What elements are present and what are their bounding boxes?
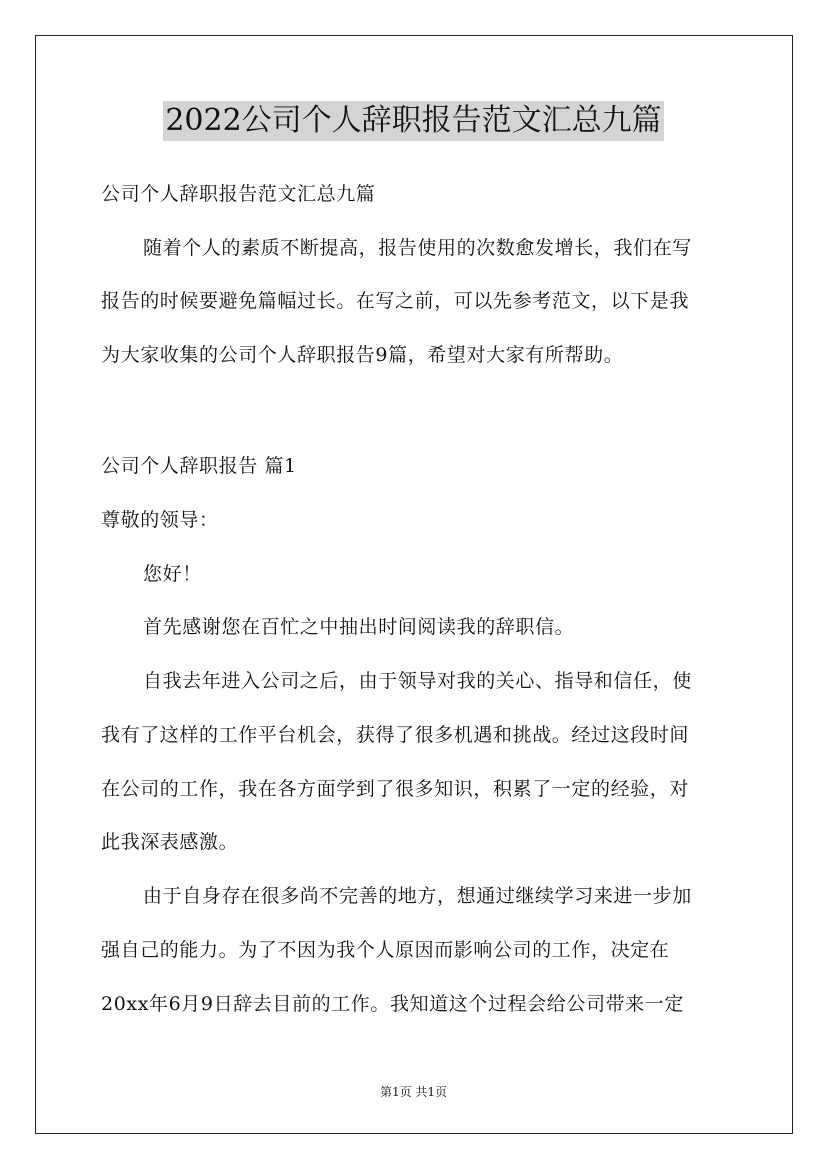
paragraph-line: 首先感谢您在百忙之中抽出时间阅读我的辞职信。 <box>143 616 575 638</box>
paragraph-line: 随着个人的素质不断提高，报告使用的次数愈发增长，我们在写 <box>143 237 692 259</box>
paragraph-line: 我有了这样的工作平台机会，获得了很多机遇和挑战。经过这段时间 <box>101 724 690 746</box>
paragraph-line: 强自己的能力。为了不因为我个人原因而影响公司的工作，决定在 <box>101 939 670 961</box>
document-title: 2022公司个人辞职报告范文汇总九篇 <box>163 101 663 141</box>
page-footer: 第1页 共1页 <box>379 1085 448 1099</box>
paragraph-line: 在公司的工作，我在各方面学到了很多知识，积累了一定的经验，对 <box>101 778 690 800</box>
paragraph-line: 自我去年进入公司之后，由于领导对我的关心、指导和信任，使 <box>143 670 692 692</box>
title-container <box>0 101 827 141</box>
paragraph-line: 20xx年6月9日辞去目前的工作。我知道这个过程会给公司带来一定 <box>101 993 684 1015</box>
greeting: 您好！ <box>143 563 202 585</box>
salutation: 尊敬的领导： <box>101 509 219 531</box>
subtitle-line: 公司个人辞职报告范文汇总九篇 <box>101 183 376 205</box>
section-heading: 公司个人辞职报告 篇1 <box>101 455 297 477</box>
paragraph-line: 报告的时候要避免篇幅过长。在写之前，可以先参考范文，以下是我 <box>101 290 690 312</box>
paragraph-line: 为大家收集的公司个人辞职报告9篇，希望对大家有所帮助。 <box>101 344 624 366</box>
paragraph-line: 由于自身存在很多尚不完善的地方，想通过继续学习来进一步加 <box>143 885 692 907</box>
paragraph-line: 此我深表感激。 <box>101 831 239 853</box>
